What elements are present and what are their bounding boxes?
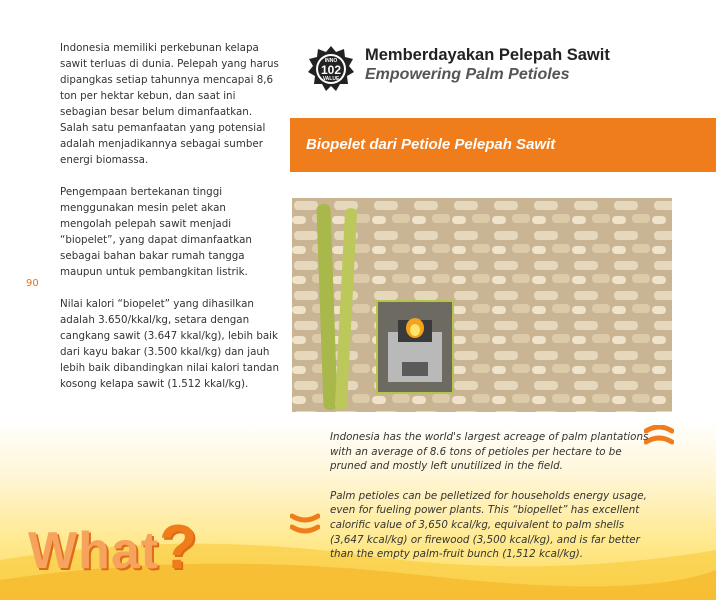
page-number: 90 bbox=[26, 278, 39, 289]
section-banner bbox=[290, 118, 716, 172]
left-column-text bbox=[60, 40, 280, 408]
page-subtitle: Empowering Palm Petioles bbox=[365, 66, 570, 83]
section-heading: Biopelet dari Petiole Pelepah Sawit bbox=[306, 136, 556, 153]
english-paragraph-2: Palm petioles can be pelletized for households energy usage, even for fueling power plants. This “biopellet” has excellent calorific value of 3,650 kcal/kg, equivalent to palm shells (3,647 kcal/kg) or firewood (3,500 kcal/kg), and is far better than the empty palm-fruit bunch (1,512 kcal/kg). bbox=[330, 489, 647, 561]
badge-number: 102 bbox=[320, 63, 342, 77]
left-paragraph-1: Indonesia memiliki perkebunan kelapa sawit terluas di dunia. Pelepah yang harus dipangkas setiap tahunnya mencapai 8,6 ton per hektar kebun, dan saat ini sebagian besar belum dimanfaatkan. Salah satu pemanfaatan yang potensial adalah menjadikannya sebagai sumber energi biomassa. bbox=[60, 42, 279, 166]
what-heading bbox=[28, 512, 198, 583]
english-paragraph-1: Indonesia has the world's largest acreage of palm plantations with an average of 8.6 tons of petioles per hectare to be pruned and mostly left unutilized in the field. bbox=[330, 431, 649, 473]
pellets-illustration bbox=[292, 198, 672, 412]
left-paragraph-3: Nilai kalori “biopelet” yang dihasilkan adalah 3.650/kkal/kg, setara dengan cangkang sawit (3.647 kkal/kg), lebih baik dari kayu bakar (3.500 kkal/kg) dan jauh lebih baik dibandingkan nilai kalori tandan kosong kelapa sawit (1.512 kkal/kg). bbox=[60, 298, 280, 390]
inno-value-badge-icon bbox=[307, 45, 355, 93]
biopellet-photo bbox=[292, 198, 672, 412]
page-title: Memberdayakan Pelepah Sawit bbox=[365, 46, 610, 64]
badge-top-text: INNO bbox=[324, 58, 338, 64]
close-quote-icon bbox=[290, 510, 320, 534]
question-mark: ? bbox=[159, 513, 198, 582]
what-word: What bbox=[28, 522, 160, 580]
english-text bbox=[330, 430, 660, 577]
stove-photo bbox=[376, 300, 454, 394]
badge-bottom-text: VALUE bbox=[322, 76, 340, 82]
left-paragraph-2: Pengempaan bertekanan tinggi menggunakan mesin pelet akan mengolah pelepah sawit menjadi “biopelet”, yang dapat dimanfaatkan sebagai bahan bakar rumah tangga maupun untuk pembangkitan listrik. bbox=[60, 186, 252, 278]
